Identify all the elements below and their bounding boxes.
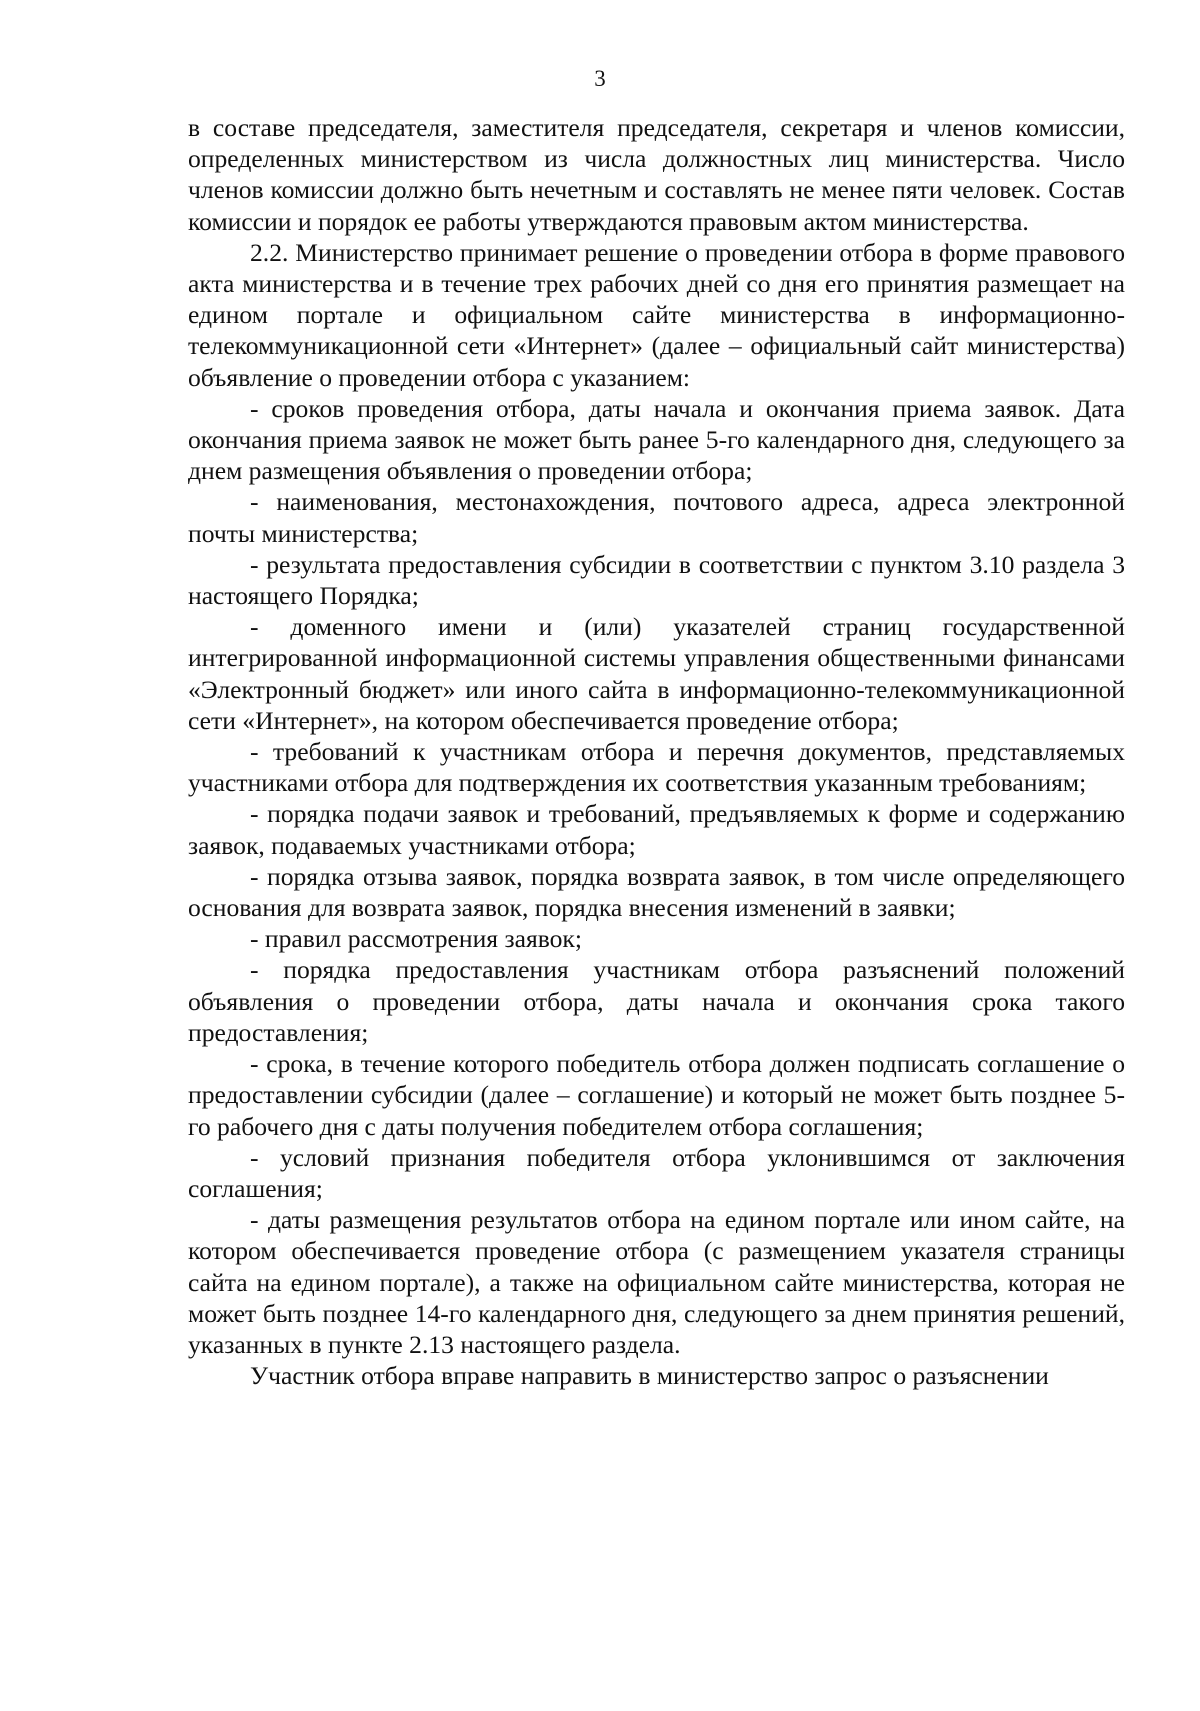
list-item: - результата предоставления субсидии в соответствии с пунктом 3.10 раздела 3 настоящего Порядка;: [188, 549, 1125, 611]
list-item: - порядка отзыва заявок, порядка возврата заявок, в том числе определяющего основания для возврата заявок, порядка внесения изменений в заявки;: [188, 861, 1125, 923]
list-item: - условий признания победителя отбора уклонившимся от заключения соглашения;: [188, 1142, 1125, 1203]
paragraph: Участник отбора вправе направить в министерство запрос о разъяснении: [250, 1361, 1049, 1391]
list-item: - срока, в течение которого победитель отбора должен подписать соглашение о предоставлении субсидии (далее – соглашение) и который не может быть позднее 5-го рабочего дня с даты получения победителем отбора соглашения;: [188, 1049, 1125, 1141]
document-body: [188, 112, 1125, 1391]
list-item: - порядка предоставления участникам отбора разъяснений положений объявления о проведении отбора, даты начала и окончания срока такого предоставления;: [188, 955, 1125, 1047]
paragraph: в составе председателя, заместителя председателя, секретаря и членов комиссии, определенных министерством из числа должностных лиц министерства. Число членов комиссии должно быть нечетным и составлять не менее пяти человек. Состав комиссии и порядок ее работы утверждаются правовым актом министерства.: [188, 113, 1125, 236]
page-number: 3: [594, 66, 606, 91]
list-item: - сроков проведения отбора, даты начала и окончания приема заявок. Дата окончания приема заявок не может быть ранее 5-го календарного дня, следующего за днем размещения объявления о проведении отбора;: [188, 393, 1125, 486]
list-item: - даты размещения результатов отбора на едином портале или ином сайте, на котором обеспечивается проведение отбора (с размещением указателя страницы сайта на едином портале), а также на официальном сайте министерства, которая не может быть позднее 14-го календарного дня, следующего за днем принятия решений, указанных в пункте 2.13 настоящего раздела.: [188, 1205, 1125, 1359]
list-item: - наименования, местонахождения, почтового адреса, адреса электронной почты министерства;: [188, 487, 1125, 548]
paragraph: 2.2. Министерство принимает решение о проведении отбора в форме правового акта министерства и в течение трех рабочих дней со дня его принятия размещает на едином портале и официальном сайте министерства в информационно-телекоммуникационной сети «Интернет» (далее – официальный сайт министерства) объявление о проведении отбора с указанием:: [188, 237, 1125, 392]
list-item: - правил рассмотрения заявок;: [250, 924, 582, 954]
list-item: - требований к участникам отбора и перечня документов, представляемых участниками отбора для подтверждения их соответствия указанным требованиям;: [188, 737, 1125, 798]
list-item: - порядка подачи заявок и требований, предъявляемых к форме и содержанию заявок, подаваемых участниками отбора;: [188, 799, 1125, 860]
list-item: - доменного имени и (или) указателей страниц государственной интегрированной информационной системы управления общественными финансами «Электронный бюджет» или иного сайта в информационно-телекоммуникационной сети «Интернет», на котором обеспечивается проведение отбора;: [188, 612, 1125, 735]
